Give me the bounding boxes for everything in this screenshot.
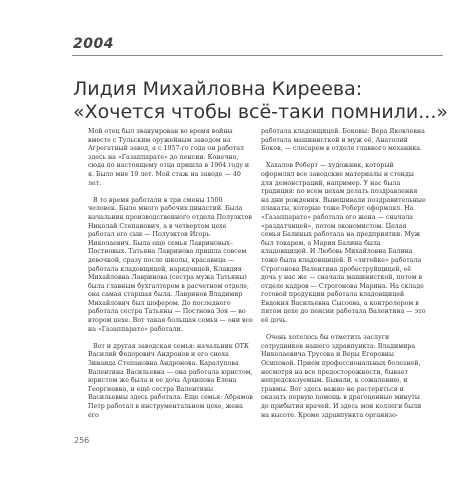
paragraph: Вот и другая заводская семья: начальник ОТК Василий Федорович Андронов и его сноха Зинаида Степановна Андронова. Каралупова Валентина Васильевна — она работала юристом, юристом же была и ее дочь Архипова Елена Георгиевна, и ещё сестра Валентины Васильевны здесь работала. Еще семья: Абрамов Петр работал в инструментальном цехе, жена его — [88, 342, 253, 419]
header-rule — [72, 55, 443, 56]
paragraph: Очень хотелось бы отметить заслуги сотрудников нашего здравпункта: Владимира Николаевича Трусова и Веры Егоровны Осиповой. Прием профессиональных болезней, несмотря на все предосторожности, бывает непредсказуемым. Бывали, к сожалению, и травмы. Вот здесь важно не растеряться и оказать первую помощь в драгоценные минуты до прибытия врачей. И здесь мои коллеги были на высоте. Кроме здравпункта организо- — [261, 334, 422, 419]
right-column — [261, 128, 426, 429]
title-line-2: «Хочется чтобы всё-таки помнили...» — [73, 101, 448, 123]
paragraph: В то время работали в три смены 1500 человек. Было много рабочих династий. Была начальник производственного отдела Полуэктов Николай Степанович, а в четвертом цехе работал его сын — Полуэктов Игорь Николаевич. Была еще семья Лавриновых–Постновых. Татьяна Лавринова пришла совсем девочкой, сразу после школы, красавица — работала кладовщицей, нарядчицей, Клавдия Михайловна Лавринова (сестра мужа Татьяны) была главным бухгалтером в расчетном отделе, она самая старшая была. Лавринов Владимир Михайлович был шофером. До последнего работала сестра Татьяны — Постнова Зоя — во втором цехе. Вот такая большая семья — они все на «Газаппарате» работали. — [88, 196, 253, 333]
paragraph: Хахалов Роберт — художник, который оформлял все заводские материалы и стенды для демонстраций, например. У нас была традиция: по всем цехам делать поздравления на дни рождения. Вывешивали поздравительные плакаты, которые тоже Роберт оформлял. На «Газаппарате» работала его жена — сначала «раздатчицей», потом экономистом. Целая семья Балиных работала на предприятии. Муж был токарем, а Мария Балина была кладовщицей. И Любовь Михайловна Балина тоже была кладовщицей. В «литейке» работала Строгонова Валентина дробеструйщицей, её дочь у нас же — сначала машинисткой, потом в отделе кадров — Строгонова Марина. На складе готовой продукции работала кладовщицей Евдокия Васильевна Сысоева, а контролером в пятом цехе до пенсии работала Валентина — это её дочь. — [261, 162, 426, 325]
paragraph: Мой отец был эвакуирован во время войны вместе с Тульским оружейным заводом на Агрегатный завод, а с 1957-го года он работал здесь на «Газаппарате» до пенсии. Конечно, сюда по настоящему отца пришла в 1964 году и я. Было мне 19 лет. Мой стаж на заводе — 40 лет. — [88, 128, 250, 187]
title-line-1: Лидия Михайловна Киреева: — [73, 78, 363, 100]
year-label: 2004 — [73, 36, 114, 52]
page-number: 256 — [74, 436, 90, 445]
article-title — [73, 78, 453, 124]
paragraph: работала кладовщицей. Боковы: Вера Яковлевна работала машинисткой и муж её, Анатолий Боков, — слесарем в отделе главного механика. — [261, 128, 425, 153]
left-column — [88, 128, 253, 429]
